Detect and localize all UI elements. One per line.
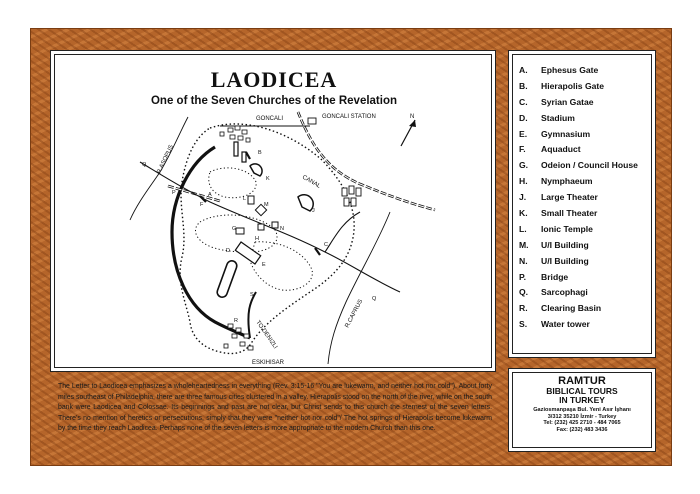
legend-item: P. Bridge [519, 271, 569, 282]
terrace-outline [209, 168, 256, 198]
legend-item: G. Odeion / Council House [519, 160, 638, 171]
site-letter-k: K [266, 176, 270, 182]
legend-item: R. Clearing Basin [519, 303, 602, 314]
label-goncali-station: GONCALI STATION [322, 114, 376, 120]
stadium-d [216, 259, 238, 298]
company-fax: Fax: (232) 483 3436 [556, 426, 608, 433]
structure [242, 152, 246, 162]
sarcophagi-cluster [342, 186, 361, 206]
site-letter-r: R [234, 318, 238, 324]
site-letter-m: M [264, 202, 269, 208]
company-name: RAMTUR [558, 375, 606, 387]
company-tagline-2: IN TURKEY [559, 395, 605, 405]
label-r-caprus: R.CAPRUS [344, 298, 365, 329]
label-to-denizli: TO DENIZLI [254, 319, 279, 351]
large-theater-j [298, 195, 313, 211]
legend-item: E. Gymnasium [519, 128, 591, 139]
goncali-village [220, 126, 250, 142]
legend-item: L. Ionic Temple [519, 223, 593, 234]
road [172, 147, 250, 338]
legend-item: A. Ephesus Gate [519, 65, 599, 75]
road [248, 292, 256, 338]
terrace-outline [250, 242, 312, 290]
site-letter-q1: Q [142, 162, 147, 168]
site-letter-d: D [226, 248, 230, 254]
label-eskihisar: ESKIHISAR [252, 360, 285, 366]
site-map [60, 102, 460, 370]
legend-item: Q. Sarcophagi [519, 287, 588, 298]
small-theater-k [250, 164, 262, 176]
river-caprus [328, 212, 390, 364]
station-buildings [308, 118, 316, 124]
north-label: N [410, 114, 415, 120]
site-letter-h: H [255, 236, 259, 242]
legend-item: S. Water tower [519, 319, 590, 330]
site-letter-b: B [258, 150, 262, 156]
company-tel: Tel: (232) 425 2710 - 484 7065 [543, 420, 621, 427]
road-line [325, 212, 360, 252]
building-n [272, 222, 278, 228]
legend-item: D. Stadium [519, 112, 575, 123]
site-letter-g: G [232, 226, 237, 232]
company-address-2: 3/312 35210 İzmir - Turkey [547, 413, 617, 420]
legend-item: M. U/I Building [519, 239, 589, 250]
nymphaeum-h [258, 224, 264, 230]
label-canal: CANAL [301, 174, 322, 190]
description-box [50, 376, 496, 452]
site-letter-l: L [243, 196, 247, 202]
ramtur-box [508, 368, 656, 452]
north-arrow [401, 114, 416, 146]
company-tagline-1: BIBLICAL TOURS [546, 386, 618, 396]
city-wall [180, 124, 354, 354]
site-letter-c: C [324, 242, 328, 248]
site-letter-f: F [200, 202, 204, 208]
label-goncali: GONCALI [256, 116, 284, 122]
site-legend [508, 50, 656, 358]
label-r-asopus: R.ASOPUS [156, 144, 175, 175]
site-letter-n: N [280, 226, 284, 232]
page-subtitle: One of the Seven Churches of the Revelation [150, 95, 398, 107]
page-title: LAODICEA [210, 67, 338, 92]
site-letter-j: J [312, 208, 315, 214]
site-letter-e: E [262, 262, 266, 268]
legend-item: J. Large Theater [519, 192, 598, 203]
company-address-1: Gaziosmanpaşa Bul. Yeni Asır İşhanı [533, 407, 631, 413]
legend-item: K. Small Theater [519, 208, 598, 219]
description-text: The Letter to Laodicea emphasizes a wholeheartedness in everything (Rev. 3:15-16 "You are lukewarm, and neither hot nor cold"). About forty miles southeast of Philadelphia, there are three famous cities clustered in a valley. Hierapolis stood on the north of the river, while on the south bank were Laodicea and Colossae. Its beginnings and past are not clear, but Christ sends to this church the sternest of the seven letters. There's no mention of heretics or persecutions, simply that they were "neither hot nor cold"/ The hot springs of Hierapolis become lukewarm by the time they reach Laodicea. Perhaps none of the seven letters is more appropriate to the modern Church than this one. [58, 383, 492, 433]
legend-item: H. Nymphaeum [519, 176, 593, 187]
site-letter-p: P [172, 190, 176, 196]
legend-item: F. Aquaduct [519, 144, 581, 155]
legend-item: N. U/I Building [519, 255, 589, 266]
odeion-g [236, 228, 244, 234]
ionic-temple-l [248, 196, 254, 204]
structure [234, 142, 238, 156]
site-letter-q2: Q [372, 296, 377, 302]
site-letter-a: A [208, 192, 212, 198]
legend-item: C. Syrian Gatae [519, 96, 594, 107]
legend-item: B. Hierapolis Gate [519, 80, 605, 91]
gymnasium-e [235, 242, 260, 264]
site-letter-s: S [250, 292, 254, 298]
